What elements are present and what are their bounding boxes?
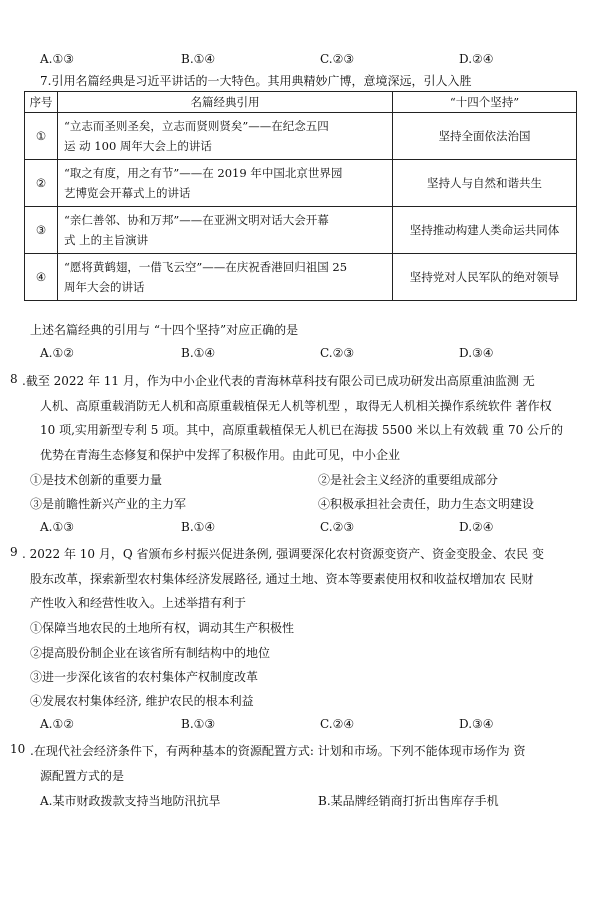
row-quote-line1: “亲仁善邻、协和万邦”——在亚洲文明对话大会开幕 xyxy=(64,213,329,227)
q7-option-c: C.②③ xyxy=(320,346,355,360)
table-header-num: 序号 xyxy=(25,92,58,113)
row-quote-line1: “取之有度，用之有节”——在 2019 年中国北京世界园 xyxy=(64,166,343,180)
q8-line-4: 优势在青海生态修复和保护中发挥了积极作用。由此可见，中小企业 xyxy=(40,448,401,462)
q9-option-b: B.①③ xyxy=(181,717,216,731)
table-header-principle: “十四个坚持” xyxy=(393,92,577,113)
q8-line-2: 人机、高原重载消防无人机和高原重载植保无人机等机型 ，取得无人机相关操作系统软件 著作权 xyxy=(40,399,552,413)
row-principle: 坚持全面依法治国 xyxy=(393,113,577,160)
q6-option-a: A.①③ xyxy=(40,52,74,66)
row-quote-line1: “立志而圣则圣矣，立志而贤则贤矣”——在纪念五四 xyxy=(64,119,329,133)
row-num: ④ xyxy=(25,254,58,301)
row-quote-line2: 运 动 100 周年大会上的讲话 xyxy=(64,139,212,153)
q9-option-d: D.③④ xyxy=(459,717,494,731)
q8-line-3: 10 项,实用新型专利 5 项。其中，高原重载植保无人机已在海拔 5500 米以上有效载 重 70 公斤的 xyxy=(40,423,564,437)
q9-choice-1: ①保障当地农民的土地所有权，调动其生产积极性 xyxy=(30,621,295,635)
q8-option-b: B.①④ xyxy=(181,520,216,534)
q8-option-c: C.②③ xyxy=(320,520,355,534)
row-num: ① xyxy=(25,113,58,160)
table-row xyxy=(25,160,577,207)
row-principle: 坚持党对人民军队的绝对领导 xyxy=(393,254,577,301)
q8-option-d: D.②④ xyxy=(459,520,494,534)
q7-stem: 7.引用名篇经典是习近平讲话的一大特色。其用典精妙广博，意境深远，引人入胜 xyxy=(40,74,472,88)
table-header-row xyxy=(25,92,577,113)
q7-option-a: A.①② xyxy=(40,346,74,360)
q6-option-d: D.②④ xyxy=(459,52,494,66)
q10-number: 10 xyxy=(10,742,26,756)
q7-option-d: D.③④ xyxy=(459,346,494,360)
row-quote-line1: “愿将黄鹤翅，一借飞云空”——在庆祝香港回归祖国 25 xyxy=(64,260,348,274)
row-num: ② xyxy=(25,160,58,207)
row-quote-line2: 艺博览会开幕式上的讲话 xyxy=(64,186,191,200)
table-row xyxy=(25,113,577,160)
q9-option-a: A.①② xyxy=(40,717,74,731)
q8-choice-3: ③是前瞻性新兴产业的主力军 xyxy=(30,497,187,511)
q9-option-c: C.②④ xyxy=(320,717,355,731)
q8-choice-2: ②是社会主义经济的重要组成部分 xyxy=(318,473,499,487)
q7-option-b: B.①④ xyxy=(181,346,216,360)
q9-choice-3: ③进一步深化该省的农村集体产权制度改革 xyxy=(30,670,259,684)
q9-line-1: . 2022 年 10 月，Q 省颁布乡村振兴促进条例, 强调要深化农村资源变资产、资金变股金、农民 变 xyxy=(22,547,544,561)
row-quote-line2: 式 上的主旨演讲 xyxy=(64,233,149,247)
q10-line-2: 源配置方式的是 xyxy=(40,769,125,783)
q8-choice-1: ①是技术创新的重要力量 xyxy=(30,473,163,487)
q9-number: 9 xyxy=(10,545,18,559)
q8-number: 8 xyxy=(10,372,18,386)
q8-line-1: .截至 2022 年 11 月，作为中小企业代表的青海林草科技有限公司已成功研发出高原重油监测 无 xyxy=(22,374,535,388)
row-num: ③ xyxy=(25,207,58,254)
row-principle: 坚持人与自然和谐共生 xyxy=(393,160,577,207)
table-header-quote: 名篇经典引用 xyxy=(58,92,393,113)
row-quote xyxy=(58,160,393,207)
q10-choice-a: A.某市财政拨款支持当地防汛抗旱 xyxy=(40,794,221,808)
row-quote xyxy=(58,207,393,254)
table-row xyxy=(25,254,577,301)
row-quote xyxy=(58,113,393,160)
row-principle: 坚持推动构建人类命运共同体 xyxy=(393,207,577,254)
q6-option-c: C.②③ xyxy=(320,52,355,66)
q9-choice-4: ④发展农村集体经济, 维护农民的根本利益 xyxy=(30,694,254,708)
q10-choice-b: B.某品牌经销商打折出售库存手机 xyxy=(318,794,499,808)
q8-option-a: A.①③ xyxy=(40,520,74,534)
row-quote-line2: 周年大会的讲话 xyxy=(64,280,145,294)
q7-table xyxy=(24,91,577,301)
q9-line-2: 股东改革，探索新型农村集体经济发展路径, 通过土地、资本等要素使用权和收益权增加农 民财 xyxy=(30,572,534,586)
q9-line-3: 产性收入和经营性收入。上述举措有利于 xyxy=(30,596,247,610)
q6-option-b: B.①④ xyxy=(181,52,216,66)
q10-line-1: .在现代社会经济条件下，有两种基本的资源配置方式: 计划和市场。下列不能体现市场作为 资 xyxy=(30,744,526,758)
q8-choice-4: ④积极承担社会责任，助力生态文明建设 xyxy=(318,497,535,511)
q7-question: 上述名篇经典的引用与 “十四个坚持”对应正确的是 xyxy=(30,323,299,337)
table-row xyxy=(25,207,577,254)
q9-choice-2: ②提高股份制企业在该省所有制结构中的地位 xyxy=(30,646,271,660)
row-quote xyxy=(58,254,393,301)
